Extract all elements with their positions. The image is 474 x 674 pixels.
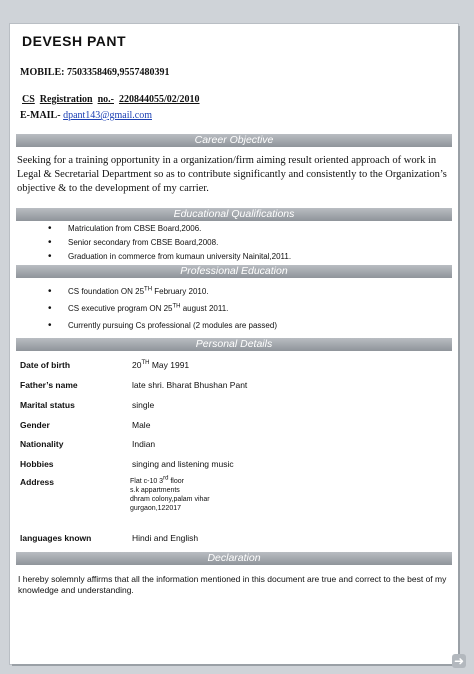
marital-value: single (132, 400, 155, 410)
candidate-name: DEVESH PANT (22, 33, 127, 49)
mobile-numbers: MOBILE: 7503358469,9557480391 (20, 67, 170, 78)
section-personal-details: Personal Details (16, 338, 452, 351)
registration-no-label: no.- (97, 94, 114, 105)
address-line-3: dhram colony,palam vihar (130, 496, 210, 503)
email-label: E-MAIL- (20, 110, 61, 121)
languages-value: Hindi and English (132, 533, 199, 543)
email-link[interactable]: dpant143@gmail.com (63, 110, 152, 121)
career-objective-text: Seeking for a training opportunity in a organization/firm aiming result oriented approach of work in Legal & Secretarial Department so as to contribute significantly and consistently to the Organization’s objective & to the development of my carrier. (17, 155, 447, 194)
professional-list (58, 283, 277, 334)
address-value (130, 477, 210, 513)
address-line-4: gurgaon,122017 (130, 505, 181, 512)
email-line (20, 110, 152, 121)
registration-prefix: CS (22, 94, 35, 105)
father-value: late shri. Bharat Bhushan Pant (132, 380, 248, 390)
gender-value: Male (132, 420, 151, 430)
section-educational-qualifications: Educational Qualifications (16, 208, 452, 221)
section-career-objective: Career Objective (16, 134, 452, 147)
address-label: Address (20, 477, 55, 487)
education-list (58, 222, 291, 264)
resume-page (10, 24, 458, 664)
nationality-label: Nationality (20, 439, 64, 449)
marital-label: Marital status (20, 400, 75, 410)
gender-label: Gender (20, 420, 50, 430)
registration-label: Registration (39, 94, 93, 105)
dob-value: 20TH May 1991 (132, 360, 190, 370)
next-page-arrow-icon[interactable]: ➜ (453, 654, 465, 668)
languages-label: languages known (20, 533, 92, 543)
address-line-2: s.k appartments (130, 487, 180, 494)
list-item: • Matriculation from CBSE Board,2006. (58, 222, 291, 236)
father-label: Father’s name (20, 380, 78, 390)
nationality-value: Indian (132, 439, 156, 449)
registration-number: 220844055/02/2010 (118, 94, 200, 105)
section-professional-education: Professional Education (16, 265, 452, 278)
hobbies-label: Hobbies (20, 459, 54, 469)
section-declaration: Declaration (16, 552, 452, 565)
list-item: • Graduation in commerce from kumaun university Nainital,2011. (58, 250, 291, 264)
hobbies-value: singing and listening music (132, 459, 234, 469)
list-item: • CS executive program ON 25TH august 2011. (58, 300, 277, 317)
declaration-text: I hereby solemnly affirms that all the information mentioned in this document are true and correct to the best of my knowledge and understanding. (18, 574, 447, 595)
registration-line (22, 94, 200, 105)
dob-label: Date of birth (20, 360, 71, 370)
list-item: • Senior secondary from CBSE Board,2008. (58, 236, 291, 250)
list-item: • CS foundation ON 25TH February 2010. (58, 283, 277, 300)
address-line-1: Flat c-10 3rd floor (130, 475, 184, 485)
list-item: • Currently pursuing Cs professional (2 modules are passed) (58, 317, 277, 334)
